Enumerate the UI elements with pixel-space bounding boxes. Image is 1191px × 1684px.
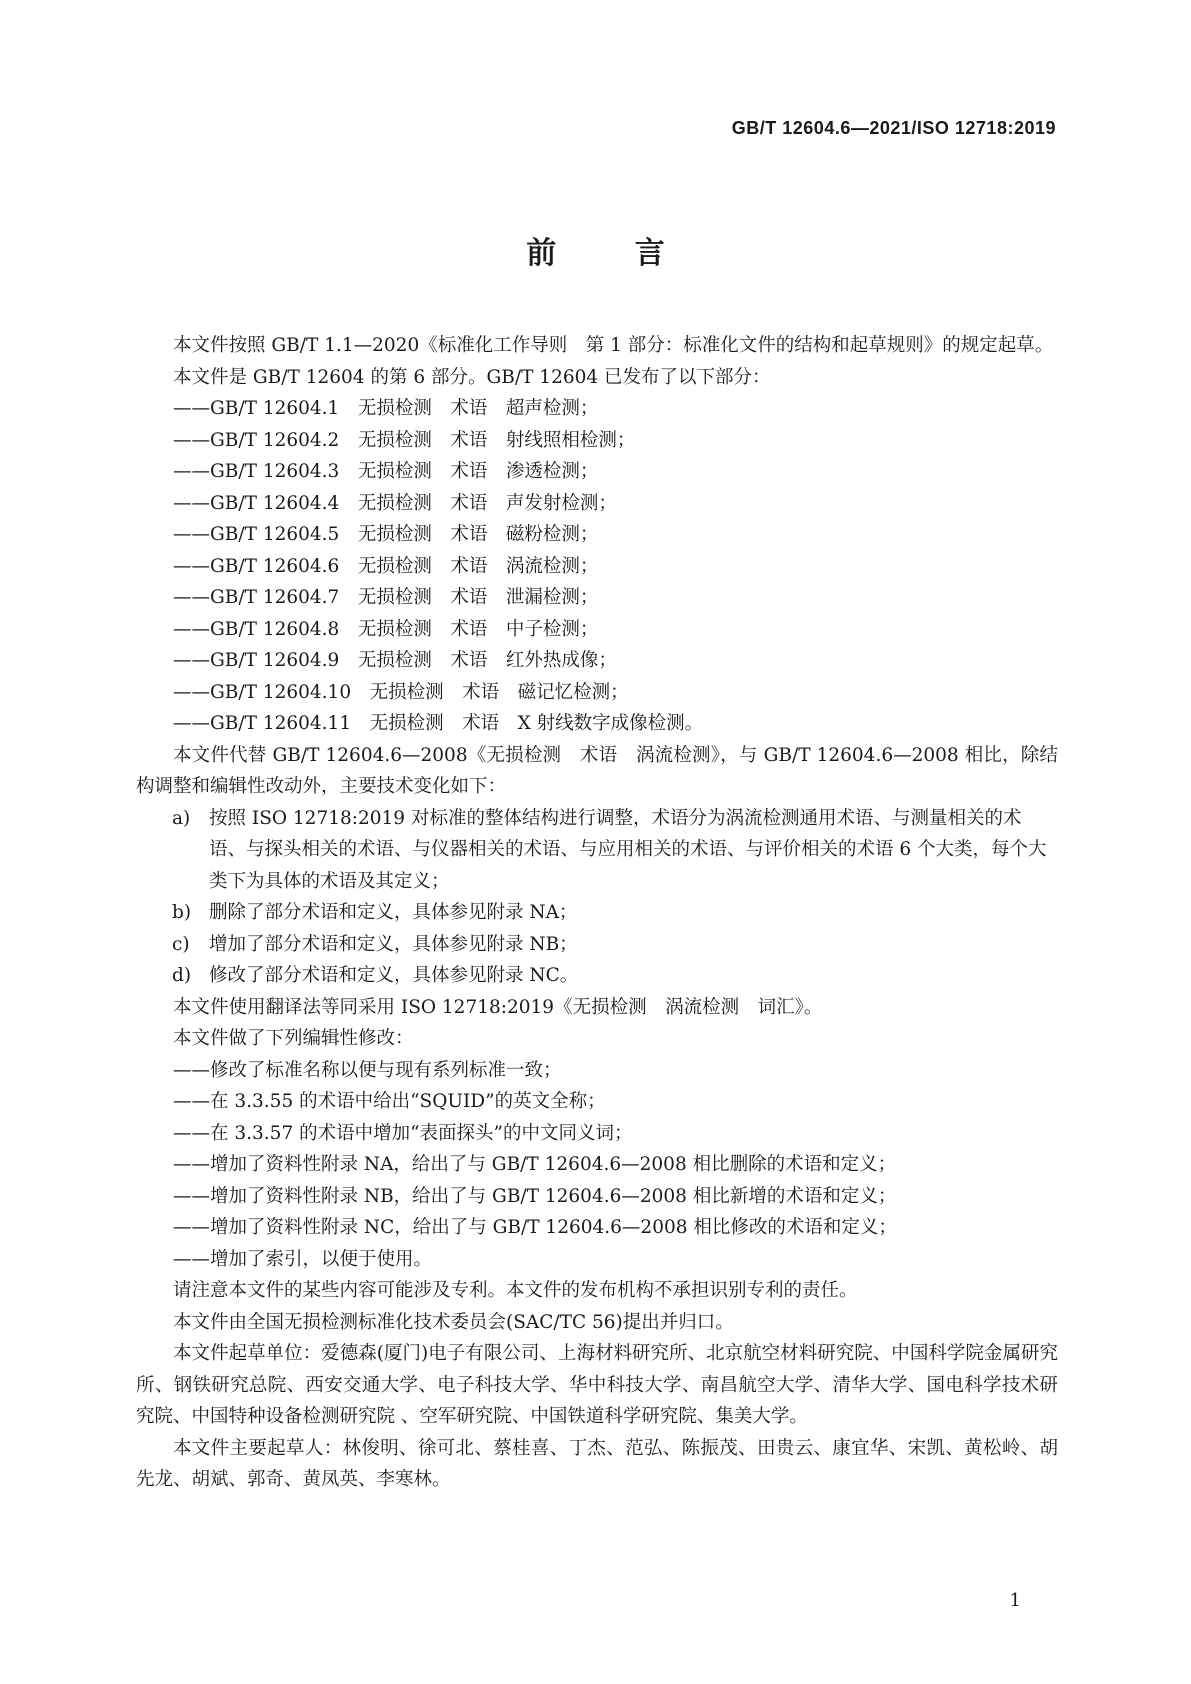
change-item-a [136,803,1058,898]
edits-intro-paragraph: 本文件做了下列编辑性修改： [173,1028,414,1049]
change-text: 删除了部分术语和定义，具体参见附录 NA； [209,902,578,923]
list-item: ——GB/T 12604.11 无损检测 术语 X 射线数字成像检测。 [173,713,704,734]
document-code-header: GB/T 12604.6—2021/ISO 12718:2019 [731,118,1056,138]
list-item: ——GB/T 12604.10 无损检测 术语 磁记忆检测； [173,681,629,703]
list-item: ——在 3.3.55 的术语中给出“SQUID”的英文全称； [173,1091,606,1112]
change-item-c [136,929,1058,961]
proposer-paragraph: 本文件由全国无损检测标准化技术委员会(SAC/TC 56)提出并归口。 [173,1311,734,1333]
translation-paragraph: 本文件使用翻译法等同采用 ISO 12718:2019《无损检测 涡流检测 词汇》。 [173,996,823,1018]
list-item: ——修改了标准名称以便与现有系列标准一致； [173,1059,562,1081]
list-item: ——在 3.3.57 的术语中增加“表面探头”的中文同义词； [173,1122,633,1144]
list-item: ——增加了资料性附录 NB，给出了与 GB/T 12604.6—2008 相比新增的术语和定义； [173,1185,897,1207]
change-label: d) [172,965,192,986]
list-item: ——增加了资料性附录 NA，给出了与 GB/T 12604.6—2008 相比删除的术语和定义； [173,1154,897,1175]
list-item: ——GB/T 12604.1 无损检测 术语 超声检测； [173,398,599,419]
list-item: ——GB/T 12604.7 无损检测 术语 泄漏检测； [173,587,599,608]
list-item: ——GB/T 12604.2 无损检测 术语 射线照相检测； [173,429,636,451]
change-label: c) [172,933,190,955]
change-label: b) [172,902,192,923]
change-text: 修改了部分术语和定义，具体参见附录 NC。 [209,965,579,986]
page-number: 1 [1009,1590,1021,1611]
change-item-d [136,960,1058,992]
drafting-units-paragraph: 本文件起草单位：爱德森(厦门)电子有限公司、上海材料研究所、北京航空材料研究院、中国科学院金属研究所、钢铁研究总院、西安交通大学、电子科技大学、华中科技大学、南昌航空大学、清华大学、国电科学技术研究院、中国特种设备检测研究院 、空军研究院、中国铁道科学研究院、集美大学。 [136,1343,1058,1427]
change-text: 增加了部分术语和定义，具体参见附录 NB； [209,933,578,955]
change-label: a) [172,807,191,829]
intro-paragraph-2: 本文件是 GB/T 12604 的第 6 部分。GB/T 12604 已发布了以下部分： [173,366,771,388]
list-item: ——GB/T 12604.4 无损检测 术语 声发射检测； [173,492,617,514]
list-item: ——GB/T 12604.5 无损检测 术语 磁粉检测； [173,524,599,545]
list-item: ——GB/T 12604.8 无损检测 术语 中子检测； [173,618,599,640]
change-item-b [136,897,1058,929]
patent-paragraph: 请注意本文件的某些内容可能涉及专利。本文件的发布机构不承担识别专利的责任。 [173,1280,858,1301]
replacement-paragraph: 本文件代替 GB/T 12604.6—2008《无损检测 术语 涡流检测》，与 GB/T 12604.6—2008 相比，除结构调整和编辑性改动外，主要技术变化如下： [136,744,1058,797]
page-title: 前 言 [526,236,699,271]
list-item: ——GB/T 12604.6 无损检测 术语 涡流检测； [173,555,599,577]
drafters-paragraph: 本文件主要起草人：林俊明、徐可北、蔡桂喜、丁杰、范弘、陈振茂、田贵云、康宜华、宋凯、黄松岭、胡先龙、胡斌、郭奇、黄凤英、李寒林。 [136,1437,1058,1490]
list-item: ——增加了索引，以便于使用。 [173,1248,433,1270]
intro-paragraph-1: 本文件按照 GB/T 1.1—2020《标准化工作导则 第 1 部分：标准化文件的结构和起草规则》的规定起草。 [173,335,1054,356]
list-item: ——增加了资料性附录 NC，给出了与 GB/T 12604.6—2008 相比修改的术语和定义； [173,1217,897,1238]
foreword-body [136,330,1058,1496]
list-item: ——GB/T 12604.9 无损检测 术语 红外热成像； [173,650,617,671]
change-text: 按照 ISO 12718:2019 对标准的整体结构进行调整，术语分为涡流检测通用术语、与测量相关的术语、与探头相关的术语、与仪器相关的术语、与应用相关的术语、与评价相关的术语 6 个大类，每个大类下为具体的术语及其定义； [209,807,1047,892]
list-item: ——GB/T 12604.3 无损检测 术语 渗透检测； [173,461,599,482]
